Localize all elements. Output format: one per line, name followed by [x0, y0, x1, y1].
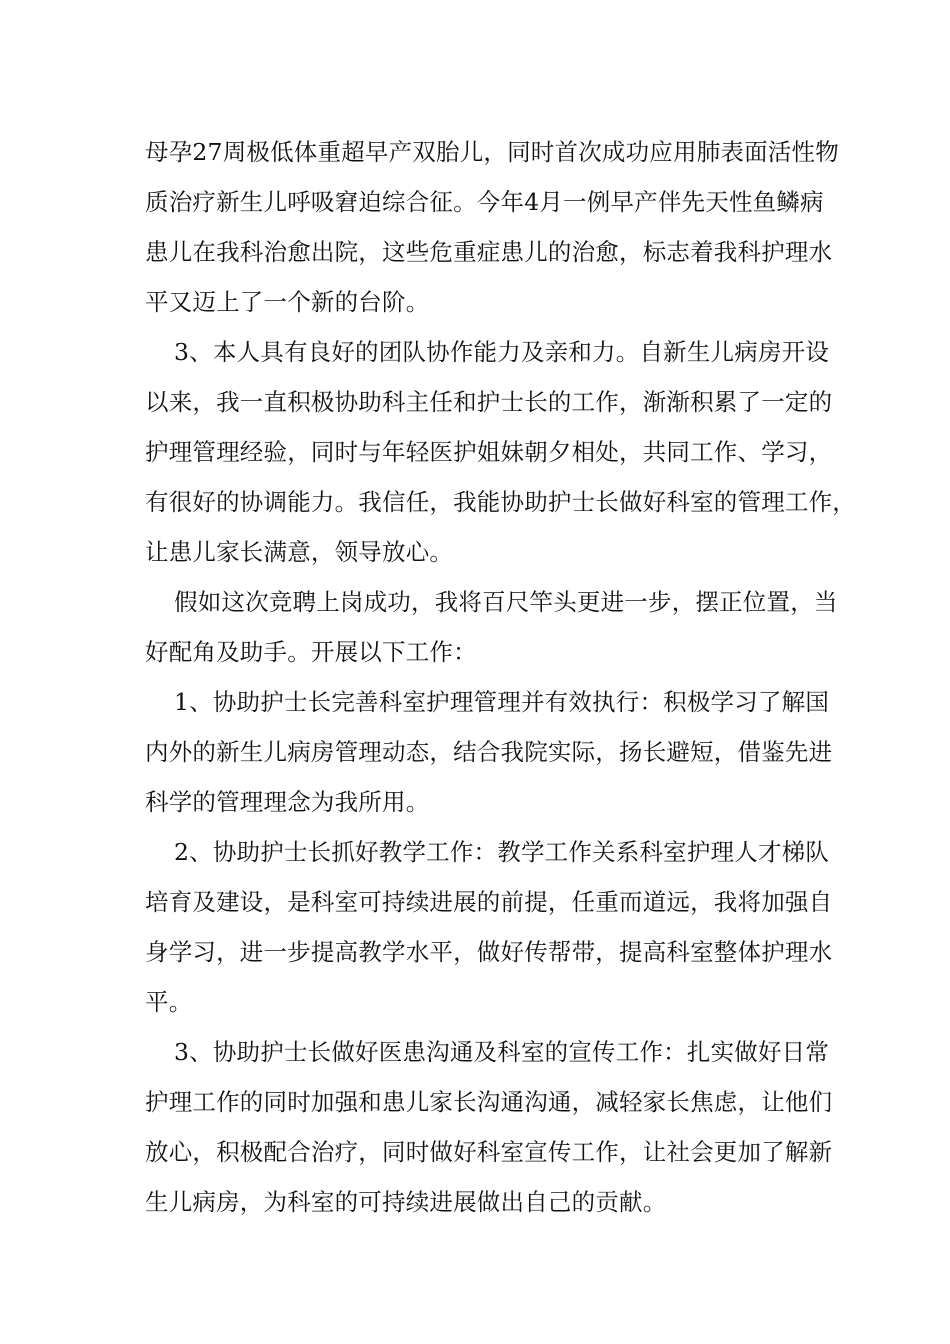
text-line: 以来，我一直积极协助科主任和护士长的工作，渐渐积累了一定的	[145, 388, 833, 416]
text-line: 1、协助护士长完善科室护理管理并有效执行：积极学习了解国	[174, 688, 830, 716]
text-line: 3、本人具有良好的团队协作能力及亲和力。自新生儿病房开设	[174, 338, 830, 366]
text-line: 平。	[145, 988, 193, 1016]
text-line: 让患儿家长满意，领导放心。	[145, 538, 454, 566]
text-line: 身学习，进一步提高教学水平，做好传帮带，提高科室整体护理水	[145, 938, 833, 966]
text-line: 护理管理经验，同时与年轻医护姐妹朝夕相处，共同工作、学习，	[145, 438, 833, 466]
text-line: 患儿在我科治愈出院，这些危重症患儿的治愈，标志着我科护理水	[145, 238, 833, 266]
text-line: 母孕27周极低体重超早产双胎儿，同时首次成功应用肺表面活性物	[145, 138, 839, 166]
text-line: 3、协助护士长做好医患沟通及科室的宣传工作：扎实做好日常	[174, 1038, 830, 1066]
text-line: 平又迈上了一个新的台阶。	[145, 288, 430, 316]
text-line: 质治疗新生儿呼吸窘迫综合征。今年4月一例早产伴先天性鱼鳞病	[145, 188, 824, 216]
text-line: 培育及建设，是科室可持续进展的前提，任重而道远，我将加强自	[145, 888, 833, 916]
text-line: 内外的新生儿病房管理动态，结合我院实际，扬长避短，借鉴先进	[145, 738, 833, 766]
text-line: 假如这次竞聘上岗成功，我将百尺竿头更进一步，摆正位置，当	[174, 588, 838, 616]
text-line: 护理工作的同时加强和患儿家长沟通沟通，减轻家长焦虑，让他们	[145, 1088, 833, 1116]
text-line: 2、协助护士长抓好教学工作：教学工作关系科室护理人才梯队	[174, 838, 830, 866]
text-line: 放心，积极配合治疗，同时做好科室宣传工作，让社会更加了解新	[145, 1138, 833, 1166]
text-line: 生儿病房，为科室的可持续进展做出自己的贡献。	[145, 1188, 667, 1216]
text-line: 有很好的协调能力。我信任，我能协助护士长做好科室的管理工作，	[145, 488, 856, 516]
text-line: 科学的管理理念为我所用。	[145, 788, 430, 816]
text-line: 好配角及助手。开展以下工作：	[145, 638, 477, 666]
